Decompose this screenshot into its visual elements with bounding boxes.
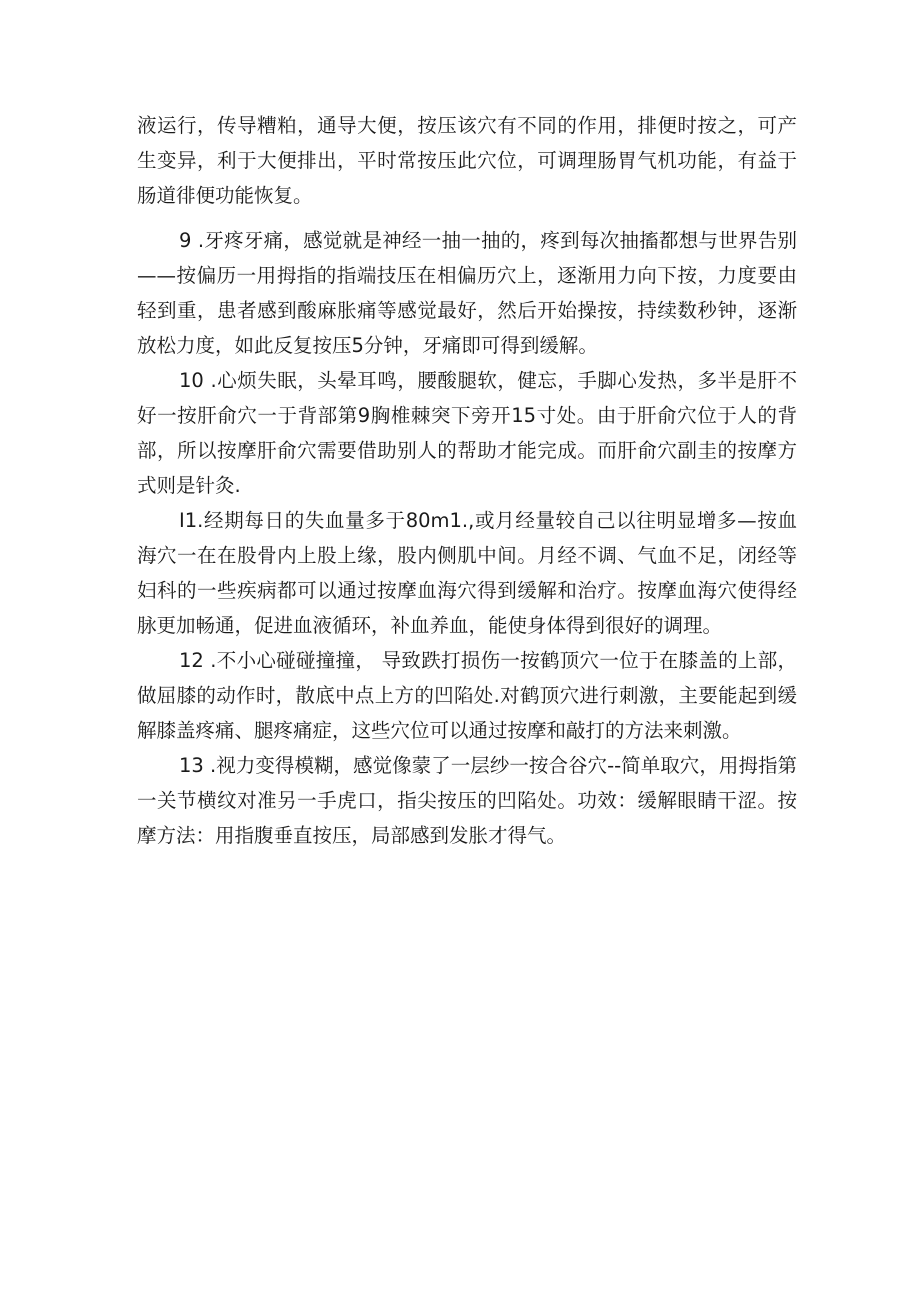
paragraph-item-12: 12 .不小心碰碰撞撞， 导致跌打损伤一按鹤顶穴一位于在膝盖的上部，做屈膝的动作时，散底中点上方的凹陷处.对鹤顶穴进行刺激，主要能起到缓解膝盖疼痛、腿疼痛症，这些穴位可以通过按摩和敲打的方法来刺激。: [137, 649, 797, 742]
paragraph-continuation: 液运行，传导糟粕，通导大便，按压该穴有不同的作用，排便时按之，可产生变异，利于大便排出，平时常按压此穴位，可调理肠胃气机功能，有益于肠道徘便功能恢复。: [137, 114, 797, 207]
document-body: [137, 108, 797, 853]
paragraph-item-13: 13 .视力变得模糊，感觉像蒙了一层纱一按合谷穴--简单取穴，用拇指第一关节横纹对准另一手虎口，指尖按压的凹陷处。功效：缓解眼睛干涩。按摩方法：用指腹垂直按压，局部感到发胀才得气。: [137, 754, 797, 847]
paragraph-item-10: 10 .心烦失眠，头晕耳鸣，腰酸腿软，健忘，手脚心发热，多半是肝不好一按肝俞穴一于背部第9胸椎棘突下旁开15寸处。由于肝俞穴位于人的背部，所以按摩肝俞穴需要借助别人的帮助才能完成。而肝俞穴副圭的按摩方式则是针灸.: [137, 369, 797, 497]
paragraph-item-9: 9 .牙疼牙痛，感觉就是神经一抽一抽的，疼到每次抽搐都想与世界告别——按偏历一用拇指的指端技压在相偏历穴上，逐渐用力向下按，力度要由轻到重，患者感到酸麻胀痛等感觉最好，然后开始操按，持续数秒钟，逐渐放松力度，如此反复按压5分钟，牙痛即可得到缓解。: [137, 229, 797, 357]
paragraph-item-11: I1.经期每日的失血量多于80m1.,或月经量较自己以往明显增多—按血海穴一在在股骨内上股上缘，股内侧肌中间。月经不调、气血不足，闭经等妇科的一些疾病都可以通过按摩血海穴得到缓解和治疗。按摩血海穴使得经脉更加畅通，促进血液循环，补血养血，能使身体得到很好的调理。: [137, 509, 797, 637]
